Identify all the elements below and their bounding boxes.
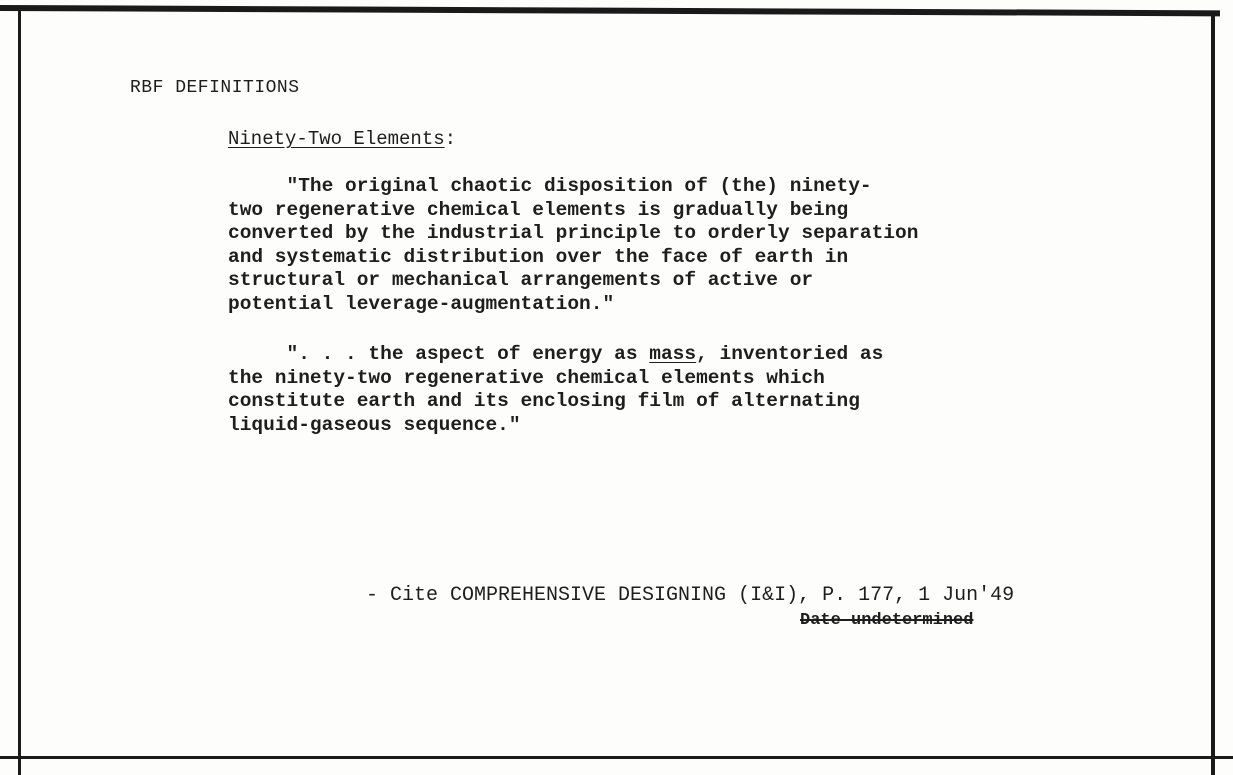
quote-2-text-end: , inventoried as the ninety-two regenerative chemical elements which constitute earth and its enclosing film of alternating liquid-gaseous sequence." — [228, 343, 884, 436]
struck-through-note: Date undetermined — [800, 611, 974, 630]
definition-heading: Ninety-Two Elements — [228, 128, 445, 150]
quote-paragraph-1: "The original chaotic disposition of (the) ninety- two regenerative chemical elements is gradually being converted by the industrial principle to orderly separation and systematic distribution over the face of earth in structural or mechanical arrangements of active or potential leverage-augmentation." — [228, 175, 919, 315]
heading-colon: : — [444, 128, 457, 150]
document-header: RBF DEFINITIONS — [130, 78, 300, 98]
card-top-border — [0, 5, 1220, 16]
definition-heading-line — [228, 128, 456, 150]
citation-line: - Cite COMPREHENSIVE DESIGNING (I&I), P. 177, 1 Jun'49 — [366, 584, 1015, 607]
quote-2-text-start: ". . . the aspect of energy as — [228, 343, 650, 365]
quote-2-underlined-word: mass — [649, 343, 697, 365]
card-bottom-border — [0, 756, 1233, 759]
card-left-border — [18, 8, 21, 775]
card-right-border — [1211, 14, 1215, 775]
quote-paragraph-2 — [228, 343, 1128, 437]
